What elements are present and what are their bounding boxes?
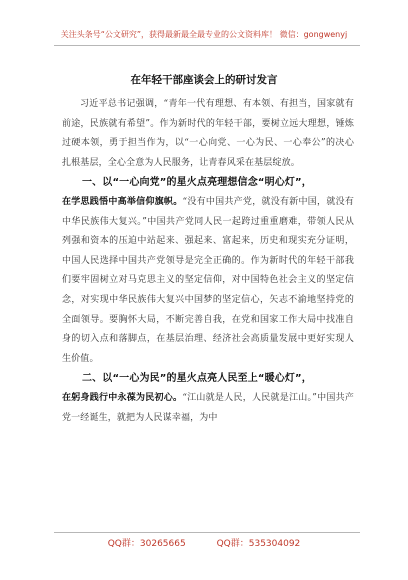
section-2-lead: 在躬身践行中永葆为民初心。 xyxy=(62,392,183,403)
section-2-paragraph xyxy=(62,389,354,428)
footer-qq-group-2: QQ群：535304092 xyxy=(216,539,301,549)
document-body xyxy=(62,95,354,428)
section-1-heading: 一、以“一心向党”的星火点亮理想信念“明心灯”， xyxy=(82,177,312,189)
section-1-text: “没有中国共产党，就没有新中国，就没有中华民族伟大复兴。”中国共产党同人民一起跨过重重磨难，带领人民从列强和资本的压迫中站起来、强起来、富起来，历史和现实充分证明，中国人民选择中国共产党领导是完全正确的。作为新时代的年轻干部我们要牢固树立对马克思主义的坚定信仰，对中国特色社会主义的坚定信念，对实现中华民族伟大复兴中国梦的坚定信心，矢志不渝地坚持党的全面领导。要胸怀大局，不断完善自我，在党和国家工作大局中找准自身的切入点和落脚点，在基层治理、经济社会高质量发展中更好实现人生价值。 xyxy=(62,196,355,364)
footer-qq-group-1: QQ群：30265665 xyxy=(107,539,186,549)
section-1-paragraph xyxy=(62,193,354,369)
header-note: 关注头条号“公文研究”，获得最新最全最专业的公文资料库！ 微信：gongwenyj xyxy=(60,30,348,39)
intro-paragraph: 习近平总书记强调，“青年一代有理想、有本领、有担当，国家就有前途，民族就有希望”。作为新时代的年轻干部，要树立远大理想，锤炼过硬本领，勇于担当作为，以“一心向党、一心为民、一心奉公”的决心扎根基层，全心全意为人民服务，让青春风采在基层绽放。 xyxy=(62,99,354,168)
header-divider xyxy=(54,45,360,46)
footer xyxy=(0,536,408,549)
section-2-text: “江山就是人民，人民就是江山。”中国共产党一经诞生，就把为人民谋幸福，为中 xyxy=(62,392,355,423)
section-1-lead: 在学思践悟中高举信仰旗帜。 xyxy=(62,196,183,207)
document-title: 在年轻干部座谈会上的研讨发言 xyxy=(130,74,278,86)
footer-divider xyxy=(54,532,360,533)
section-2-heading: 二、以“一心为民”的星火点亮人民至上“暖心灯”， xyxy=(82,373,312,385)
